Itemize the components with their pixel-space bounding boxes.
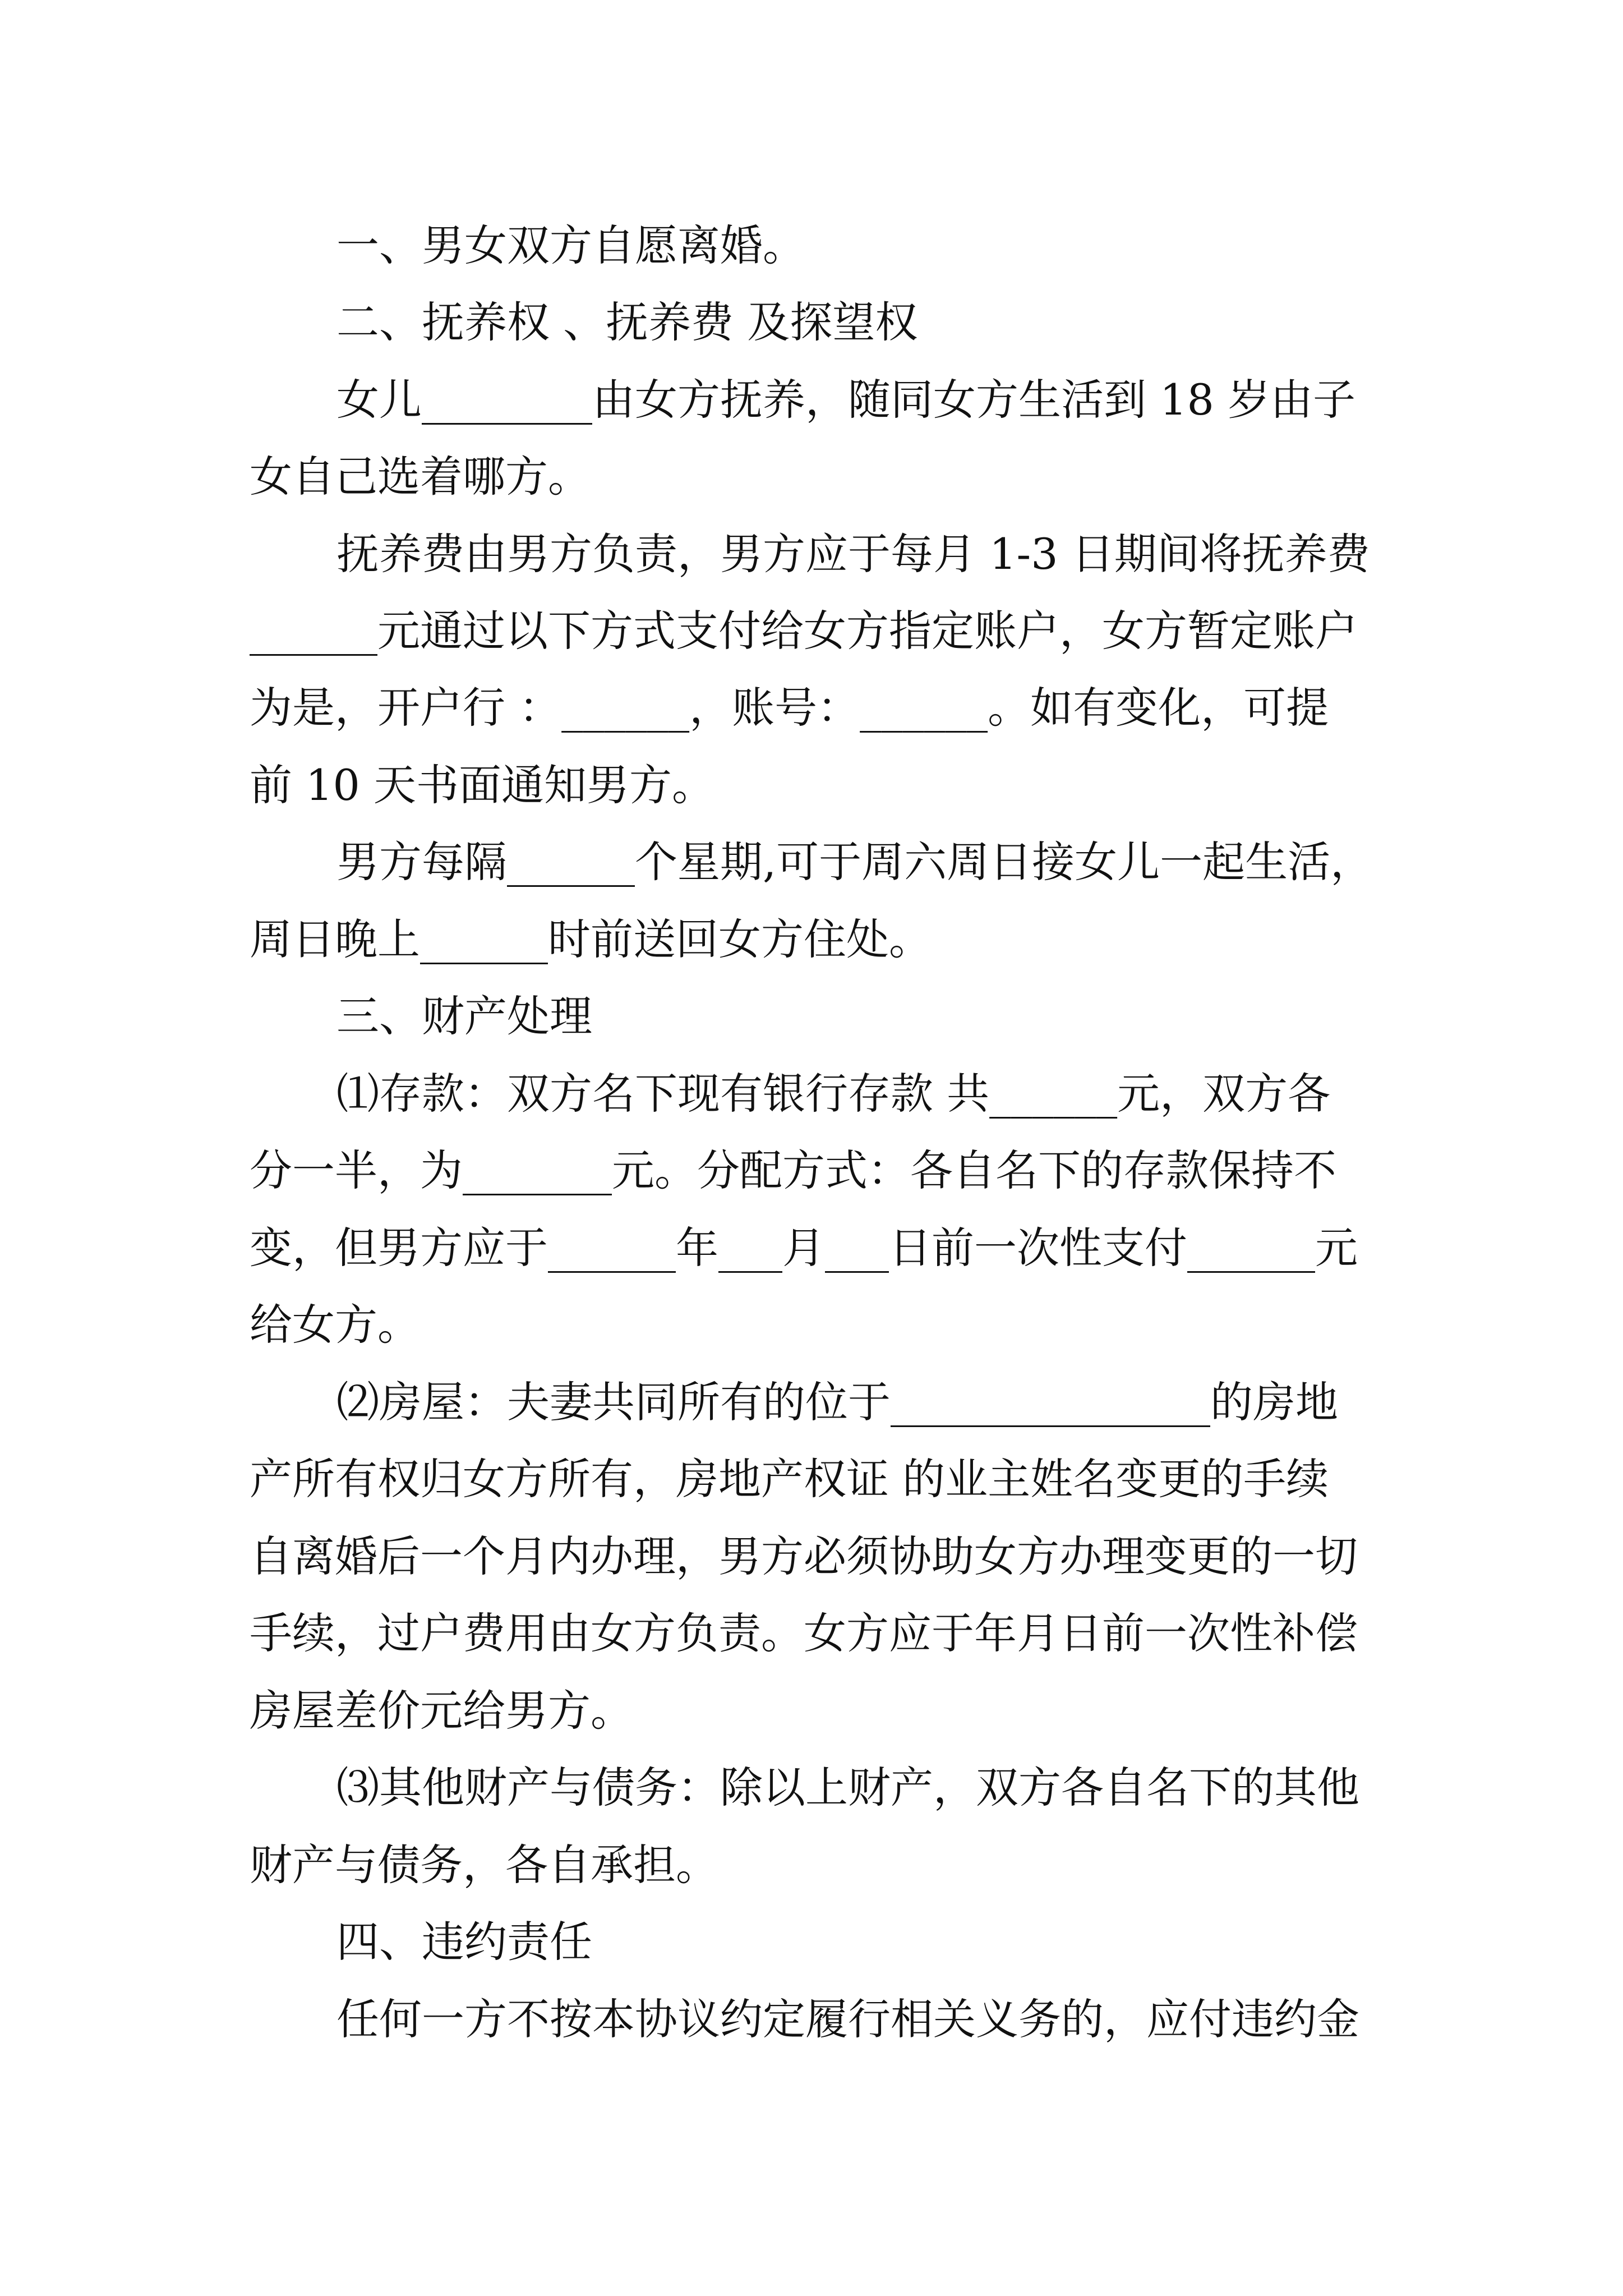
clause-heading-2: 二、抚养权 、抚养费 及探望权	[336, 297, 918, 347]
text-line: ⑴存款：双方名下现有银行存款 共______元，双方各	[336, 1069, 1331, 1119]
text-line: 手续，过户费用由女方负责。女方应于年月日前一次性补偿	[250, 1608, 1358, 1658]
text-line: 任何一方不按本协议约定履行相关义务的，应付违约金	[336, 1994, 1359, 2044]
text-line: 分一半，为_______元。分配方式：各自名下的存款保持不	[250, 1145, 1336, 1195]
text-line: 前 10 天书面通知男方。	[250, 760, 715, 810]
text-line: ⑶其他财产与债务：除以上财产，双方各自名下的其他	[336, 1763, 1359, 1812]
text-line: 自离婚后一个月内办理，男方必须协助女方办理变更的一切	[250, 1531, 1358, 1581]
text-line: ______元通过以下方式支付给女方指定账户，女方暂定账户	[250, 606, 1358, 656]
clause-heading-4: 四、违约责任	[336, 1917, 592, 1967]
text-line: 女儿________由女方抚养，随同女方生活到 18 岁由子	[336, 375, 1356, 425]
text-line: 房屋差价元给男方。	[250, 1686, 633, 1736]
text-line: 变，但男方应于______年___月___日前一次性支付______元	[250, 1223, 1358, 1273]
text-line: 为是，开户行 ：______，账号：______。如有变化，可提	[250, 683, 1329, 733]
text-line: 男方每隔______个星期,可于周六周日接女儿一起生活，	[336, 837, 1373, 887]
text-line: 财产与债务，各自承担。	[250, 1840, 718, 1890]
text-line: ⑵房屋：夫妻共同所有的位于_______________的房地	[336, 1377, 1338, 1427]
clause-heading-1: 一、男女双方自愿离婚。	[336, 220, 805, 270]
text-line: 产所有权归女方所有，房地产权证 的业主姓名变更的手续	[250, 1454, 1329, 1504]
text-line: 周日晚上______时前送回女方住处。	[250, 914, 932, 964]
text-line: 女自己选着哪方。	[250, 452, 591, 501]
text-line: 给女方。	[250, 1300, 420, 1350]
text-line: 抚养费由男方负责，男方应于每月 1-3 日期间将抚养费	[336, 529, 1370, 579]
clause-heading-3: 三、财产处理	[336, 991, 592, 1041]
